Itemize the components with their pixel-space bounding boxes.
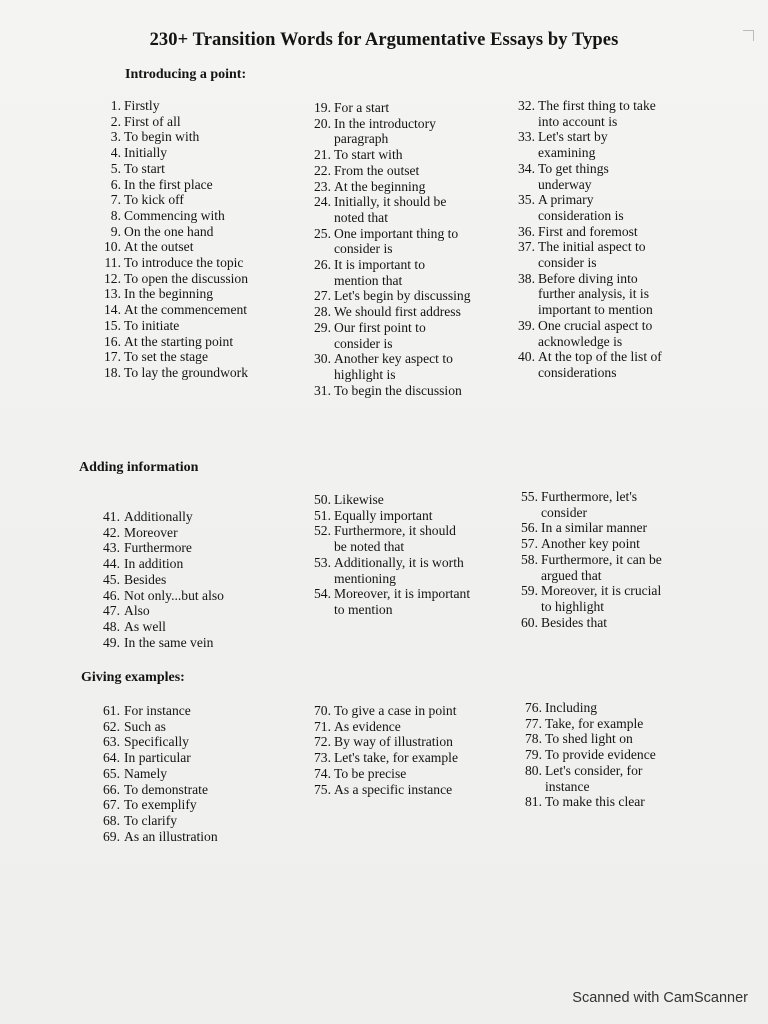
item-number: 44. xyxy=(103,556,120,572)
item-text: On the one hand xyxy=(124,223,214,239)
item-text: From the outset xyxy=(334,162,420,178)
item-number: 23. xyxy=(314,178,331,194)
item-text: Firstly xyxy=(124,98,160,113)
item-number: 27. xyxy=(314,288,331,304)
item-text: Furthermore, it should be noted that xyxy=(334,523,456,555)
item-text: To lay the groundwork xyxy=(124,364,249,380)
list-item xyxy=(311,288,471,304)
item-number: 16. xyxy=(104,333,121,349)
list-item xyxy=(99,145,274,161)
item-text: To get things underway xyxy=(538,160,609,192)
item-number: 36. xyxy=(518,223,535,239)
list-item xyxy=(99,271,274,287)
list-item xyxy=(99,161,274,177)
item-number: 15. xyxy=(104,317,121,333)
item-number: 67. xyxy=(103,797,120,813)
item-text: As evidence xyxy=(334,718,401,734)
item-text: To provide evidence xyxy=(545,747,656,763)
item-text: Likewise xyxy=(334,492,384,507)
item-number: 37. xyxy=(518,239,535,255)
list-item xyxy=(515,98,665,129)
item-text: Additionally, it is worth mentioning xyxy=(334,554,464,586)
item-number: 13. xyxy=(104,286,121,302)
adding-column-1 xyxy=(98,509,278,650)
item-text: One important thing to consider is xyxy=(334,225,459,257)
item-text: In particular xyxy=(124,750,191,766)
item-number: 63. xyxy=(103,734,120,750)
item-text: Initially xyxy=(124,145,168,161)
item-text: By way of illustration xyxy=(334,734,453,750)
item-number: 6. xyxy=(110,176,121,192)
list-item xyxy=(311,383,471,399)
item-text: We should first address xyxy=(334,304,461,320)
list-item xyxy=(311,555,471,586)
list-item xyxy=(311,719,461,735)
item-number: 26. xyxy=(314,257,331,273)
list-item xyxy=(98,829,278,845)
list-item xyxy=(98,525,278,541)
list-item xyxy=(522,700,672,716)
item-text: To set the stage xyxy=(124,349,208,365)
item-number: 3. xyxy=(110,129,121,145)
item-text: Let's begin by discussing xyxy=(334,288,471,304)
list-item xyxy=(311,492,471,508)
list-item xyxy=(99,98,274,114)
item-text: Moreover, it is important to mention xyxy=(334,586,471,617)
list-item xyxy=(99,224,274,240)
item-number: 53. xyxy=(314,554,331,570)
list-item xyxy=(98,619,278,635)
list-item xyxy=(311,147,471,163)
item-text: To exemplify xyxy=(124,797,197,813)
section-heading-adding: Adding information xyxy=(79,460,199,475)
item-number: 21. xyxy=(314,147,331,163)
item-number: 43. xyxy=(103,540,120,556)
list-item xyxy=(99,286,274,302)
item-text: In the same vein xyxy=(124,634,214,650)
item-text: Our first point to consider is xyxy=(334,319,426,351)
item-number: 19. xyxy=(314,100,331,115)
list-item xyxy=(98,719,278,735)
item-number: 10. xyxy=(104,239,121,255)
item-text: First of all xyxy=(124,113,181,129)
item-text: Besides that xyxy=(541,614,608,630)
item-text: At the starting point xyxy=(124,333,234,349)
item-text: At the top of the list of considerations xyxy=(538,349,662,380)
list-item xyxy=(518,552,668,583)
item-number: 41. xyxy=(103,509,120,524)
examples-column-2 xyxy=(311,703,461,797)
item-number: 61. xyxy=(103,703,120,718)
item-number: 66. xyxy=(103,781,120,797)
item-text: To introduce the topic xyxy=(124,255,244,271)
item-number: 49. xyxy=(103,634,120,650)
item-number: 2. xyxy=(110,113,121,129)
item-number: 7. xyxy=(110,192,121,208)
item-number: 71. xyxy=(314,718,331,734)
item-text: A primary consideration is xyxy=(538,192,624,223)
item-text: To kick off xyxy=(124,192,184,208)
list-item xyxy=(311,703,461,719)
list-item xyxy=(99,349,274,365)
item-number: 68. xyxy=(103,812,120,828)
list-item xyxy=(99,334,274,350)
item-text: At the commencement xyxy=(124,302,248,318)
item-text: To open the discussion xyxy=(124,270,249,286)
item-text: Initially, it should be noted that xyxy=(334,194,447,225)
item-number: 30. xyxy=(314,351,331,367)
item-number: 33. xyxy=(518,129,535,145)
list-item xyxy=(99,318,274,334)
list-item xyxy=(311,163,471,179)
list-item xyxy=(98,556,278,572)
list-item xyxy=(522,763,672,794)
item-number: 55. xyxy=(521,489,538,504)
list-item xyxy=(522,747,672,763)
examples-column-3 xyxy=(522,700,672,810)
item-number: 81. xyxy=(525,794,542,810)
item-text: Take, for example xyxy=(545,715,644,731)
list-item xyxy=(98,703,278,719)
list-item xyxy=(311,351,471,382)
item-text: The initial aspect to consider is xyxy=(538,239,646,271)
item-number: 8. xyxy=(110,207,121,223)
adding-column-2 xyxy=(311,492,471,618)
item-text: To begin the discussion xyxy=(334,382,462,398)
item-text: In the first place xyxy=(124,176,213,192)
item-number: 18. xyxy=(104,364,121,380)
item-number: 80. xyxy=(525,762,542,778)
item-text: Such as xyxy=(124,718,166,734)
list-item xyxy=(311,320,471,351)
list-item xyxy=(518,536,668,552)
list-item xyxy=(515,161,665,192)
list-item xyxy=(518,520,668,536)
item-text: To give a case in point xyxy=(334,703,457,718)
item-text: In addition xyxy=(124,556,184,572)
item-number: 62. xyxy=(103,718,120,734)
item-text: Including xyxy=(545,700,598,715)
item-number: 1. xyxy=(110,98,121,113)
list-item xyxy=(311,194,471,225)
item-number: 38. xyxy=(518,270,535,286)
item-number: 56. xyxy=(521,520,538,536)
item-number: 59. xyxy=(521,583,538,599)
document-title: 230+ Transition Words for Argumentative Essays by Types xyxy=(149,30,619,50)
list-item xyxy=(98,635,278,651)
list-item xyxy=(515,349,665,380)
item-number: 78. xyxy=(525,731,542,747)
list-item xyxy=(515,192,665,223)
item-text: Let's start by examining xyxy=(538,129,608,161)
item-number: 51. xyxy=(314,507,331,523)
list-item xyxy=(99,114,274,130)
item-text: First and foremost xyxy=(538,223,638,239)
item-text: Additionally xyxy=(124,509,193,524)
item-number: 54. xyxy=(314,586,331,602)
list-item xyxy=(98,734,278,750)
item-number: 29. xyxy=(314,319,331,335)
item-number: 40. xyxy=(518,349,535,365)
list-item xyxy=(98,766,278,782)
item-text: In the introductory paragraph xyxy=(334,115,436,147)
item-text: As a specific instance xyxy=(334,781,453,797)
item-text: To begin with xyxy=(124,129,200,145)
list-item xyxy=(99,255,274,271)
list-item xyxy=(99,365,274,381)
item-number: 32. xyxy=(518,98,535,113)
item-number: 45. xyxy=(103,571,120,587)
item-number: 47. xyxy=(103,603,120,619)
item-text: For instance xyxy=(124,703,191,718)
item-text: At the beginning xyxy=(334,178,426,194)
list-item xyxy=(518,615,668,631)
item-number: 50. xyxy=(314,492,331,507)
item-text: To start with xyxy=(334,147,403,163)
item-text: As well xyxy=(124,618,166,634)
list-item xyxy=(311,523,471,554)
list-item xyxy=(515,271,665,318)
list-item xyxy=(98,509,278,525)
item-text: Specifically xyxy=(124,734,189,750)
list-item xyxy=(99,129,274,145)
item-text: Before diving into further analysis, it is important to mention xyxy=(538,270,653,318)
item-number: 77. xyxy=(525,715,542,731)
list-item xyxy=(98,588,278,604)
item-number: 46. xyxy=(103,587,120,603)
item-text: Let's consider, for instance xyxy=(545,762,643,794)
item-number: 20. xyxy=(314,115,331,131)
item-text: To be precise xyxy=(334,765,407,781)
item-text: To clarify xyxy=(124,812,178,828)
list-item xyxy=(522,731,672,747)
item-number: 73. xyxy=(314,750,331,766)
item-text: To demonstrate xyxy=(124,781,208,797)
list-item xyxy=(99,177,274,193)
list-item xyxy=(515,239,665,270)
list-item xyxy=(311,304,471,320)
item-number: 17. xyxy=(104,349,121,365)
list-item xyxy=(98,782,278,798)
item-number: 79. xyxy=(525,747,542,763)
item-text: For a start xyxy=(334,100,390,115)
list-item xyxy=(311,226,471,257)
item-text: Moreover xyxy=(124,524,178,540)
item-number: 4. xyxy=(110,145,121,161)
list-item xyxy=(311,508,471,524)
item-number: 12. xyxy=(104,270,121,286)
item-text: Furthermore, let's consider xyxy=(541,489,638,520)
list-item xyxy=(311,179,471,195)
item-number: 76. xyxy=(525,700,542,715)
introducing-column-1 xyxy=(99,98,274,381)
section-heading-examples: Giving examples: xyxy=(81,670,185,685)
list-item xyxy=(98,540,278,556)
item-text: At the outset xyxy=(124,239,194,255)
item-number: 28. xyxy=(314,304,331,320)
list-item xyxy=(522,716,672,732)
list-item xyxy=(98,813,278,829)
item-number: 31. xyxy=(314,382,331,398)
item-text: Furthermore xyxy=(124,540,192,556)
list-item xyxy=(311,734,461,750)
list-item xyxy=(99,192,274,208)
item-number: 52. xyxy=(314,523,331,539)
item-text: Besides xyxy=(124,571,167,587)
item-number: 72. xyxy=(314,734,331,750)
item-text: Another key aspect to highlight is xyxy=(334,351,453,382)
item-text: Moreover, it is crucial to highlight xyxy=(541,583,662,614)
introducing-column-2 xyxy=(311,100,471,398)
item-number: 60. xyxy=(521,614,538,630)
item-number: 74. xyxy=(314,765,331,781)
item-text: To start xyxy=(124,160,165,176)
list-item xyxy=(98,797,278,813)
list-item xyxy=(98,572,278,588)
adding-column-3 xyxy=(518,489,668,630)
list-item xyxy=(98,750,278,766)
scanner-watermark: Scanned with CamScanner xyxy=(572,990,748,1006)
list-item xyxy=(99,208,274,224)
list-item xyxy=(311,116,471,147)
item-number: 25. xyxy=(314,225,331,241)
item-number: 14. xyxy=(104,302,121,318)
introducing-column-3 xyxy=(515,98,665,381)
item-text: One crucial aspect to acknowledge is xyxy=(538,317,653,349)
item-number: 34. xyxy=(518,160,535,176)
item-text: To make this clear xyxy=(545,794,645,810)
list-item xyxy=(311,586,471,617)
item-text: The first thing to take into account is xyxy=(538,98,656,129)
item-text: In a similar manner xyxy=(541,520,648,536)
item-number: 11. xyxy=(104,255,121,271)
section-heading-introducing: Introducing a point: xyxy=(125,67,247,82)
item-number: 9. xyxy=(110,223,121,239)
item-number: 5. xyxy=(110,160,121,176)
item-text: Not only...but also xyxy=(124,587,224,603)
item-text: Equally important xyxy=(334,507,433,523)
item-text: As an illustration xyxy=(124,828,218,844)
list-item xyxy=(311,766,461,782)
item-number: 64. xyxy=(103,750,120,766)
item-number: 35. xyxy=(518,192,535,208)
list-item xyxy=(522,794,672,810)
item-number: 22. xyxy=(314,162,331,178)
examples-column-1 xyxy=(98,703,278,844)
item-number: 70. xyxy=(314,703,331,718)
item-text: It is important to mention that xyxy=(334,257,425,288)
item-number: 65. xyxy=(103,765,120,781)
item-text: Let's take, for example xyxy=(334,750,458,766)
list-item xyxy=(311,750,461,766)
item-number: 75. xyxy=(314,781,331,797)
item-text: Namely xyxy=(124,765,168,781)
list-item xyxy=(515,129,665,160)
item-number: 39. xyxy=(518,317,535,333)
list-item xyxy=(515,318,665,349)
list-item xyxy=(98,603,278,619)
item-number: 57. xyxy=(521,536,538,552)
item-text: Furthermore, it can be argued that xyxy=(541,551,662,583)
item-number: 58. xyxy=(521,551,538,567)
item-text: Another key point xyxy=(541,536,640,552)
item-text: To shed light on xyxy=(545,731,633,747)
item-number: 42. xyxy=(103,524,120,540)
item-text: Commencing with xyxy=(124,207,225,223)
item-number: 48. xyxy=(103,618,120,634)
item-text: Also xyxy=(124,603,150,619)
list-item xyxy=(515,224,665,240)
list-item xyxy=(518,583,668,614)
list-item xyxy=(99,302,274,318)
list-item xyxy=(99,239,274,255)
item-number: 24. xyxy=(314,194,331,210)
item-text: In the beginning xyxy=(124,286,214,302)
list-item xyxy=(518,489,668,520)
list-item xyxy=(311,257,471,288)
list-item xyxy=(311,782,461,798)
item-number: 69. xyxy=(103,828,120,844)
list-item xyxy=(311,100,471,116)
item-text: To initiate xyxy=(124,317,180,333)
